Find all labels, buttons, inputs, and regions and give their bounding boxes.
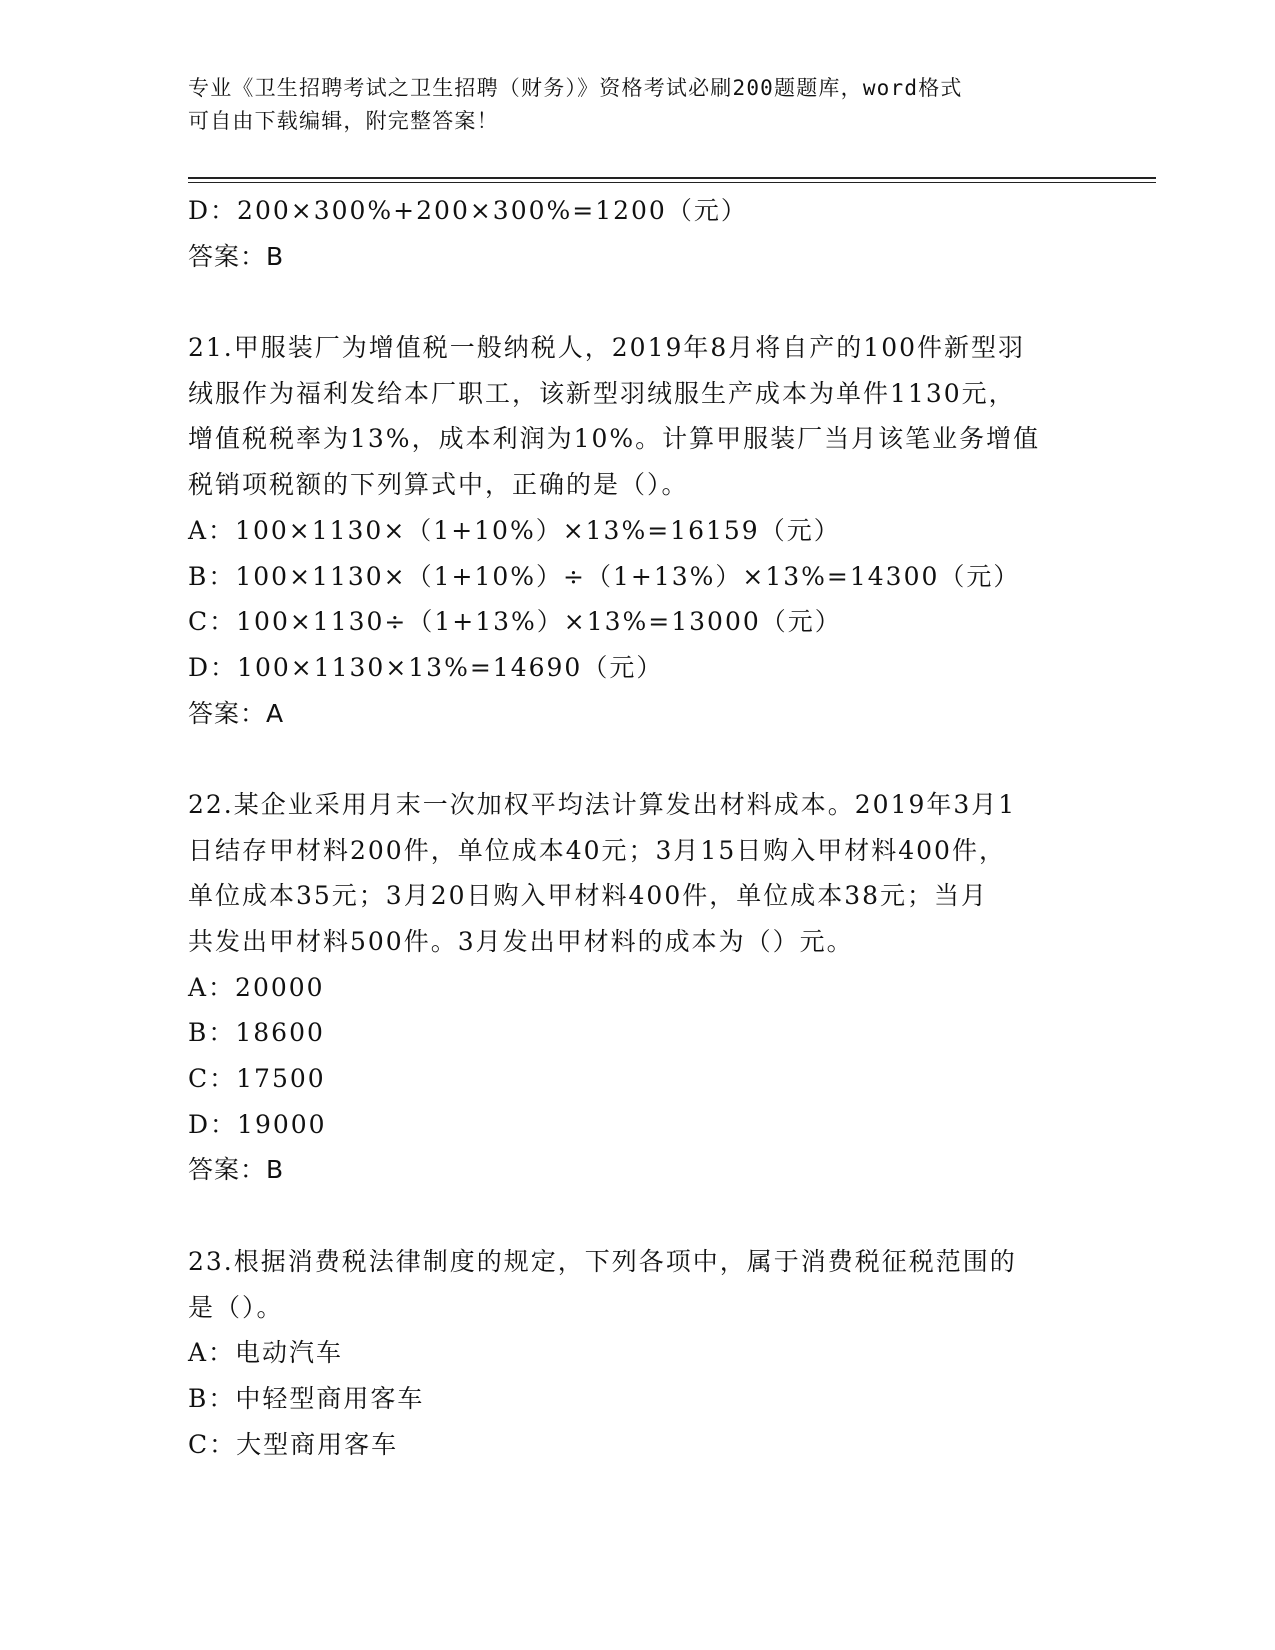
option-a: A：20000: [188, 972, 325, 1002]
spacer: [188, 736, 1088, 782]
question-stem-line: 23.根据消费税法律制度的规定，下列各项中，属于消费税征税范围的: [188, 1246, 1017, 1276]
option-d: D：19000: [188, 1109, 327, 1139]
question-stem-line: 绒服作为福利发给本厂职工，该新型羽绒服生产成本为单件1130元，: [188, 378, 1016, 408]
question-21: [188, 325, 1088, 736]
spacer: [188, 279, 1088, 325]
question-23: [188, 1239, 1088, 1467]
option-b: B：100×1130×（1+10%）÷（1+13%）×13%=14300（元）: [188, 561, 1021, 591]
header-line-1: 专业《卫生招聘考试之卫生招聘（财务）》资格考试必刷200题题库，word格式: [188, 76, 963, 100]
option-a: A：100×1130×（1+10%）×13%=16159（元）: [188, 515, 841, 545]
document-body: [188, 188, 1088, 1467]
question-stem-line: 增值税税率为13%，成本利润为10%。计算甲服装厂当月该笔业务增值: [188, 424, 1041, 454]
option-c: C：100×1130÷（1+13%）×13%=13000（元）: [188, 607, 842, 637]
option-d: D：100×1130×13%=14690（元）: [188, 652, 664, 682]
option-b: B：中轻型商用客车: [188, 1383, 425, 1413]
option-a: A：电动汽车: [188, 1338, 344, 1368]
option-b: B：18600: [188, 1018, 325, 1048]
answer: 答案：A: [188, 698, 285, 728]
header-rule-thin: [188, 182, 1156, 183]
option-c: C：17500: [188, 1064, 326, 1094]
page-header: [188, 72, 1068, 138]
prev-option-d: D：200×300%+200×300%=1200（元）: [188, 196, 748, 225]
question-stem-line: 日结存甲材料200件，单位成本40元；3月15日购入甲材料400件，: [188, 835, 1006, 865]
spacer: [188, 1193, 1088, 1239]
question-stem-line: 是（）。: [188, 1292, 284, 1322]
question-stem-line: 21.甲服装厂为增值税一般纳税人，2019年8月将自产的100件新型羽: [188, 333, 1026, 363]
question-stem-line: 共发出甲材料500件。3月发出甲材料的成本为（）元。: [188, 927, 854, 956]
header-line-2: 可自由下载编辑，附完整答案！: [188, 109, 499, 133]
question-stem-line: 税销项税额的下列算式中，正确的是（）。: [188, 470, 689, 500]
question-stem-line: 单位成本35元；3月20日购入甲材料400件，单位成本38元；当月: [188, 881, 989, 911]
prev-answer: 答案：B: [188, 241, 285, 271]
answer: 答案：B: [188, 1155, 285, 1185]
header-rule-thick: [188, 177, 1156, 179]
option-c: C：大型商用客车: [188, 1429, 399, 1459]
question-stem-line: 22.某企业采用月末一次加权平均法计算发出材料成本。2019年3月1: [188, 789, 1017, 819]
question-22: [188, 782, 1088, 1193]
